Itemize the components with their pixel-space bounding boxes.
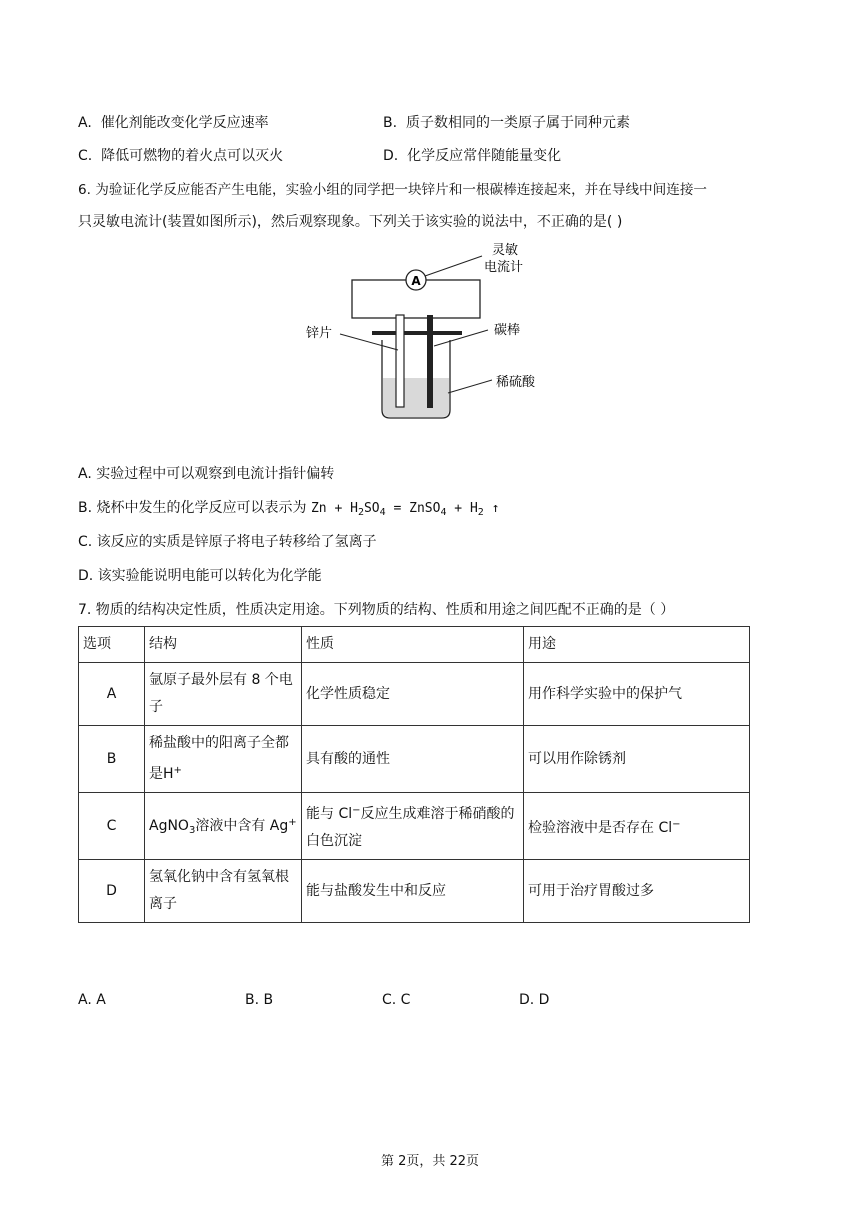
zinc-leader-line — [340, 334, 398, 350]
q7-answer-d: D. D — [519, 992, 550, 1008]
header-use: 用途 — [524, 627, 750, 663]
q6-option-a: A. 实验过程中可以观察到电流计指针偏转 — [78, 466, 335, 482]
q7-answer-c: C. C — [382, 992, 411, 1008]
row-c-structure: AgNO$_3$溶液中含有 Ag+ — [145, 793, 302, 860]
q7-answer-a: A. A — [78, 992, 106, 1008]
ammeter-symbol: A — [411, 274, 421, 288]
row-c-option: C — [79, 793, 145, 860]
q6-stem-line2: 只灵敏电流计(装置如图所示)，然后观察现象。下列关于该实验的说法中，不正确的是( ) — [78, 214, 623, 230]
table-header-row — [79, 627, 750, 663]
header-structure: 结构 — [145, 627, 302, 663]
row-c-use: 检验溶液中是否存在 Cl− — [524, 793, 750, 860]
label-acid: 稀硫酸 — [496, 375, 536, 390]
carbon-rod — [427, 315, 433, 408]
label-meter-line1: 灵敏 — [492, 243, 519, 258]
acid-leader-line — [448, 380, 492, 393]
row-a-option: A — [79, 663, 145, 726]
row-c-property: 能与 Cl−反应生成难溶于稀硝酸的白色沉淀 — [302, 793, 524, 860]
q5-option-d: D. 化学反应常伴随能量变化 — [383, 148, 562, 164]
row-b-use: 可以用作除锈剂 — [524, 726, 750, 793]
table-row — [79, 793, 750, 860]
q6-stem-line1: 6. 为验证化学反应能否产生电能，实验小组的同学把一块锌片和一根碳棒连接起来，并在导线中间连接一 — [78, 182, 708, 198]
dilute-sulfuric-acid — [383, 378, 449, 417]
q7-answer-b: B. B — [245, 992, 274, 1008]
q5-option-b: B. 质子数相同的一类原子属于同种元素 — [383, 115, 630, 131]
header-property: 性质 — [302, 627, 524, 663]
row-d-structure: 氢氧化钠中含有氢氧根离子 — [145, 860, 302, 923]
page-footer: 第 2页，共 22页 — [380, 1154, 480, 1169]
label-carbon: 碳棒 — [494, 323, 521, 338]
galvanic-cell-figure — [300, 238, 560, 424]
q5-option-c: C. 降低可燃物的着火点可以灭火 — [78, 148, 284, 164]
label-meter-line2: 电流计 — [484, 260, 524, 275]
q6-option-b: B. 烧杯中发生的化学反应可以表示为 $Zn + H_2SO_4$ = ZnSO$_4$ + $H_2$ ↑ — [78, 500, 500, 518]
reaction-equation: $Zn + H_2SO_4$ = ZnSO$_4$ + $H_2$ ↑ — [310, 501, 500, 518]
table-row — [79, 726, 750, 793]
q6-option-d: D. 该实验能说明电能可以转化为化学能 — [78, 568, 322, 584]
row-a-property: 化学性质稳定 — [302, 663, 524, 726]
meter-leader-line — [425, 256, 482, 276]
row-b-option: B — [79, 726, 145, 793]
support-bar — [372, 331, 462, 335]
q7-stem: 7. 物质的结构决定性质，性质决定用途。下列物质的结构、性质和用途之间匹配不正确的是（ ） — [78, 602, 675, 618]
row-d-use: 可用于治疗胃酸过多 — [524, 860, 750, 923]
row-b-property: 具有酸的通性 — [302, 726, 524, 793]
q6-option-c: C. 该反应的实质是锌原子将电子转移给了氢离子 — [78, 534, 377, 550]
header-option: 选项 — [79, 627, 145, 663]
row-d-property: 能与盐酸发生中和反应 — [302, 860, 524, 923]
q7-table — [78, 626, 750, 923]
table-row — [79, 860, 750, 923]
zinc-strip — [396, 315, 404, 407]
q5-option-a: A. 催化剂能改变化学反应速率 — [78, 115, 269, 131]
label-zinc: 锌片 — [306, 326, 333, 341]
row-d-option: D — [79, 860, 145, 923]
row-a-use: 用作科学实验中的保护气 — [524, 663, 750, 726]
row-b-structure: 稀盐酸中的阳离子全都是H+ — [145, 726, 302, 793]
row-a-structure: 氩原子最外层有 8 个电子 — [145, 663, 302, 726]
table-row — [79, 663, 750, 726]
